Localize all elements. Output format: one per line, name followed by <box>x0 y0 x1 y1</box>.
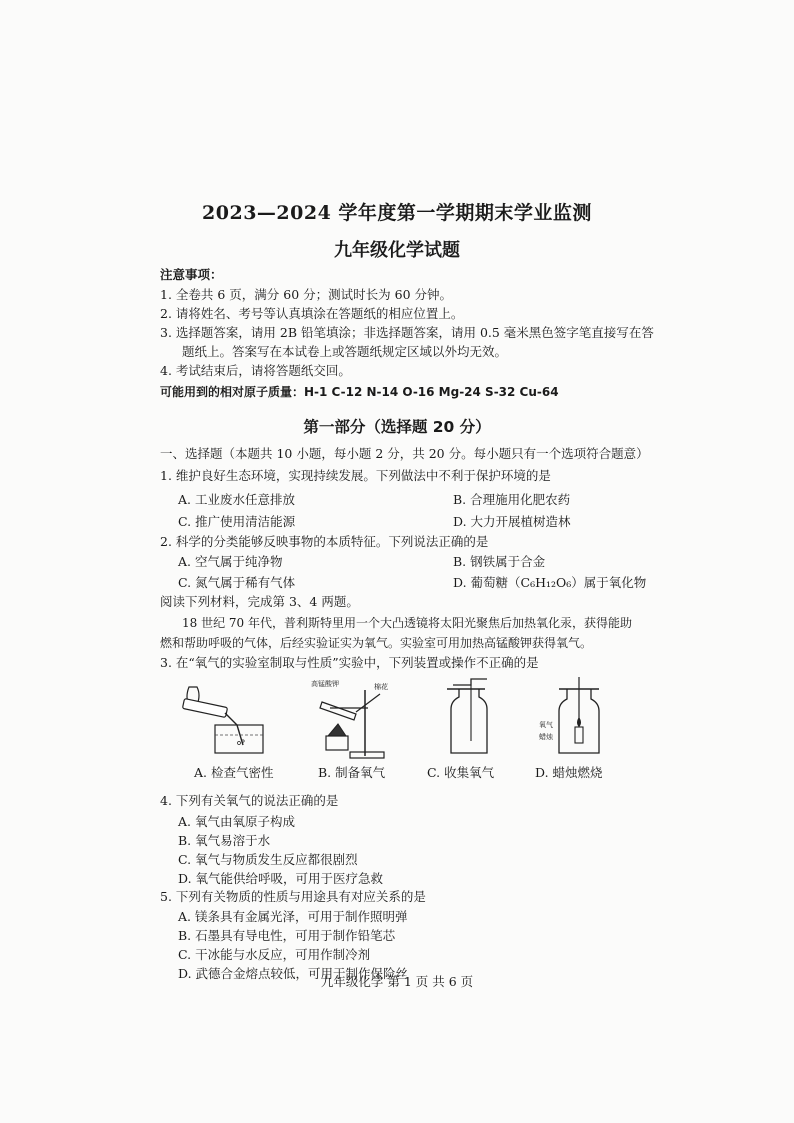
notice-item-1: 1. 全卷共 6 页，满分 60 分；测试时长为 60 分钟。 <box>160 287 453 302</box>
passage-line-2: 燃和帮助呼吸的气体，后经实验证实为氧气。实验室可用加热高锰酸钾获得氧气。 <box>160 636 593 650</box>
q4-stem: 4. 下列有关氧气的说法正确的是 <box>160 793 339 808</box>
passage-line-1: 18 世纪 70 年代，普利斯特里用一个大凸透镜将太阳光聚焦后加热氧化汞，获得能助 <box>182 616 632 630</box>
q4-option-b: B. 氧气易溶于水 <box>178 833 271 848</box>
gas-collection-bottle-figure <box>445 675 495 757</box>
q5-option-d: D. 武德合金熔点较低，可用于制作保险丝 <box>178 966 409 981</box>
q4-option-a: A. 氧气由氧原子构成 <box>178 814 295 829</box>
q2-stem: 2. 科学的分类能够反映事物的本质特征。下列说法正确的是 <box>160 534 489 549</box>
oxygen-label: 氧气 <box>539 721 553 729</box>
page-footer: 九年级化学 第 1 页 共 6 页 <box>320 974 474 989</box>
q2-option-c: C. 氮气属于稀有气体 <box>178 575 296 590</box>
cotton-label: 棉花 <box>374 683 388 691</box>
q5-option-c: C. 干冰能与水反应，可用作制冷剂 <box>178 947 371 962</box>
q5-option-b: B. 石墨具有导电性，可用于制作铅笔芯 <box>178 928 396 943</box>
candle-label: 蜡烛 <box>539 733 553 741</box>
q1-option-c: C. 推广使用清洁能源 <box>178 514 296 529</box>
q1-option-d: D. 大力开展植树造林 <box>453 514 571 529</box>
q3-option-c: C. 收集氧气 <box>427 765 495 780</box>
oxygen-preparation-figure <box>310 688 390 760</box>
q3-option-d: D. 蜡烛燃烧 <box>535 765 603 780</box>
notice-item-3: 3. 选择题答案，请用 2B 铅笔填涂；非选择题答案，请用 0.5 毫米黑色签字笔直接写在答 <box>160 325 654 340</box>
part1-heading: 第一部分（选择题 20 分） <box>303 418 491 436</box>
q3-option-b: B. 制备氧气 <box>318 765 386 780</box>
q1-stem: 1. 维护良好生态环境，实现持续发展。下列做法中不利于保护环境的是 <box>160 468 551 483</box>
kmno4-label: 高锰酸钾 <box>311 680 339 688</box>
candle-burning-figure <box>555 675 605 757</box>
airtightness-apparatus-figure <box>175 675 270 755</box>
notice-item-3-cont: 题纸上。答案写在本试卷上或答题纸规定区域以外均无效。 <box>182 344 508 359</box>
exam-title: 2023—2024 学年度第一学期期末学业监测 <box>202 202 592 224</box>
section1-intro: 一、选择题（本题共 10 小题，每小题 2 分，共 20 分。每小题只有一个选项符合题意） <box>160 446 649 461</box>
q4-option-c: C. 氧气与物质发生反应都很剧烈 <box>178 852 358 867</box>
q2-option-a: A. 空气属于纯净物 <box>178 554 283 569</box>
notice-heading: 注意事项： <box>160 267 223 282</box>
q1-option-b: B. 合理施用化肥农药 <box>453 492 571 507</box>
reading-intro: 阅读下列材料，完成第 3、4 两题。 <box>160 594 359 609</box>
q1-option-a: A. 工业废水任意排放 <box>178 492 295 507</box>
q3-stem: 3. 在“氧气的实验室制取与性质”实验中，下列装置或操作不正确的是 <box>160 655 539 670</box>
q4-option-d: D. 氧气能供给呼吸，可用于医疗急救 <box>178 871 384 886</box>
q3-option-a: A. 检查气密性 <box>194 765 274 780</box>
notice-item-4: 4. 考试结束后，请将答题纸交回。 <box>160 363 351 378</box>
q5-option-a: A. 镁条具有金属光泽，可用于制作照明弹 <box>178 909 408 924</box>
exam-subtitle: 九年级化学试题 <box>334 240 460 261</box>
atomic-masses: 可能用到的相对原子质量：H-1 C-12 N-14 O-16 Mg-24 S-32 Cu-64 <box>160 385 559 399</box>
q2-option-b: B. 钢铁属于合金 <box>453 554 546 569</box>
notice-item-2: 2. 请将姓名、考号等认真填涂在答题纸的相应位置上。 <box>160 306 464 321</box>
q5-stem: 5. 下列有关物质的性质与用途具有对应关系的是 <box>160 889 426 904</box>
q2-option-d: D. 葡萄糖（C₆H₁₂O₆）属于氧化物 <box>453 575 647 590</box>
